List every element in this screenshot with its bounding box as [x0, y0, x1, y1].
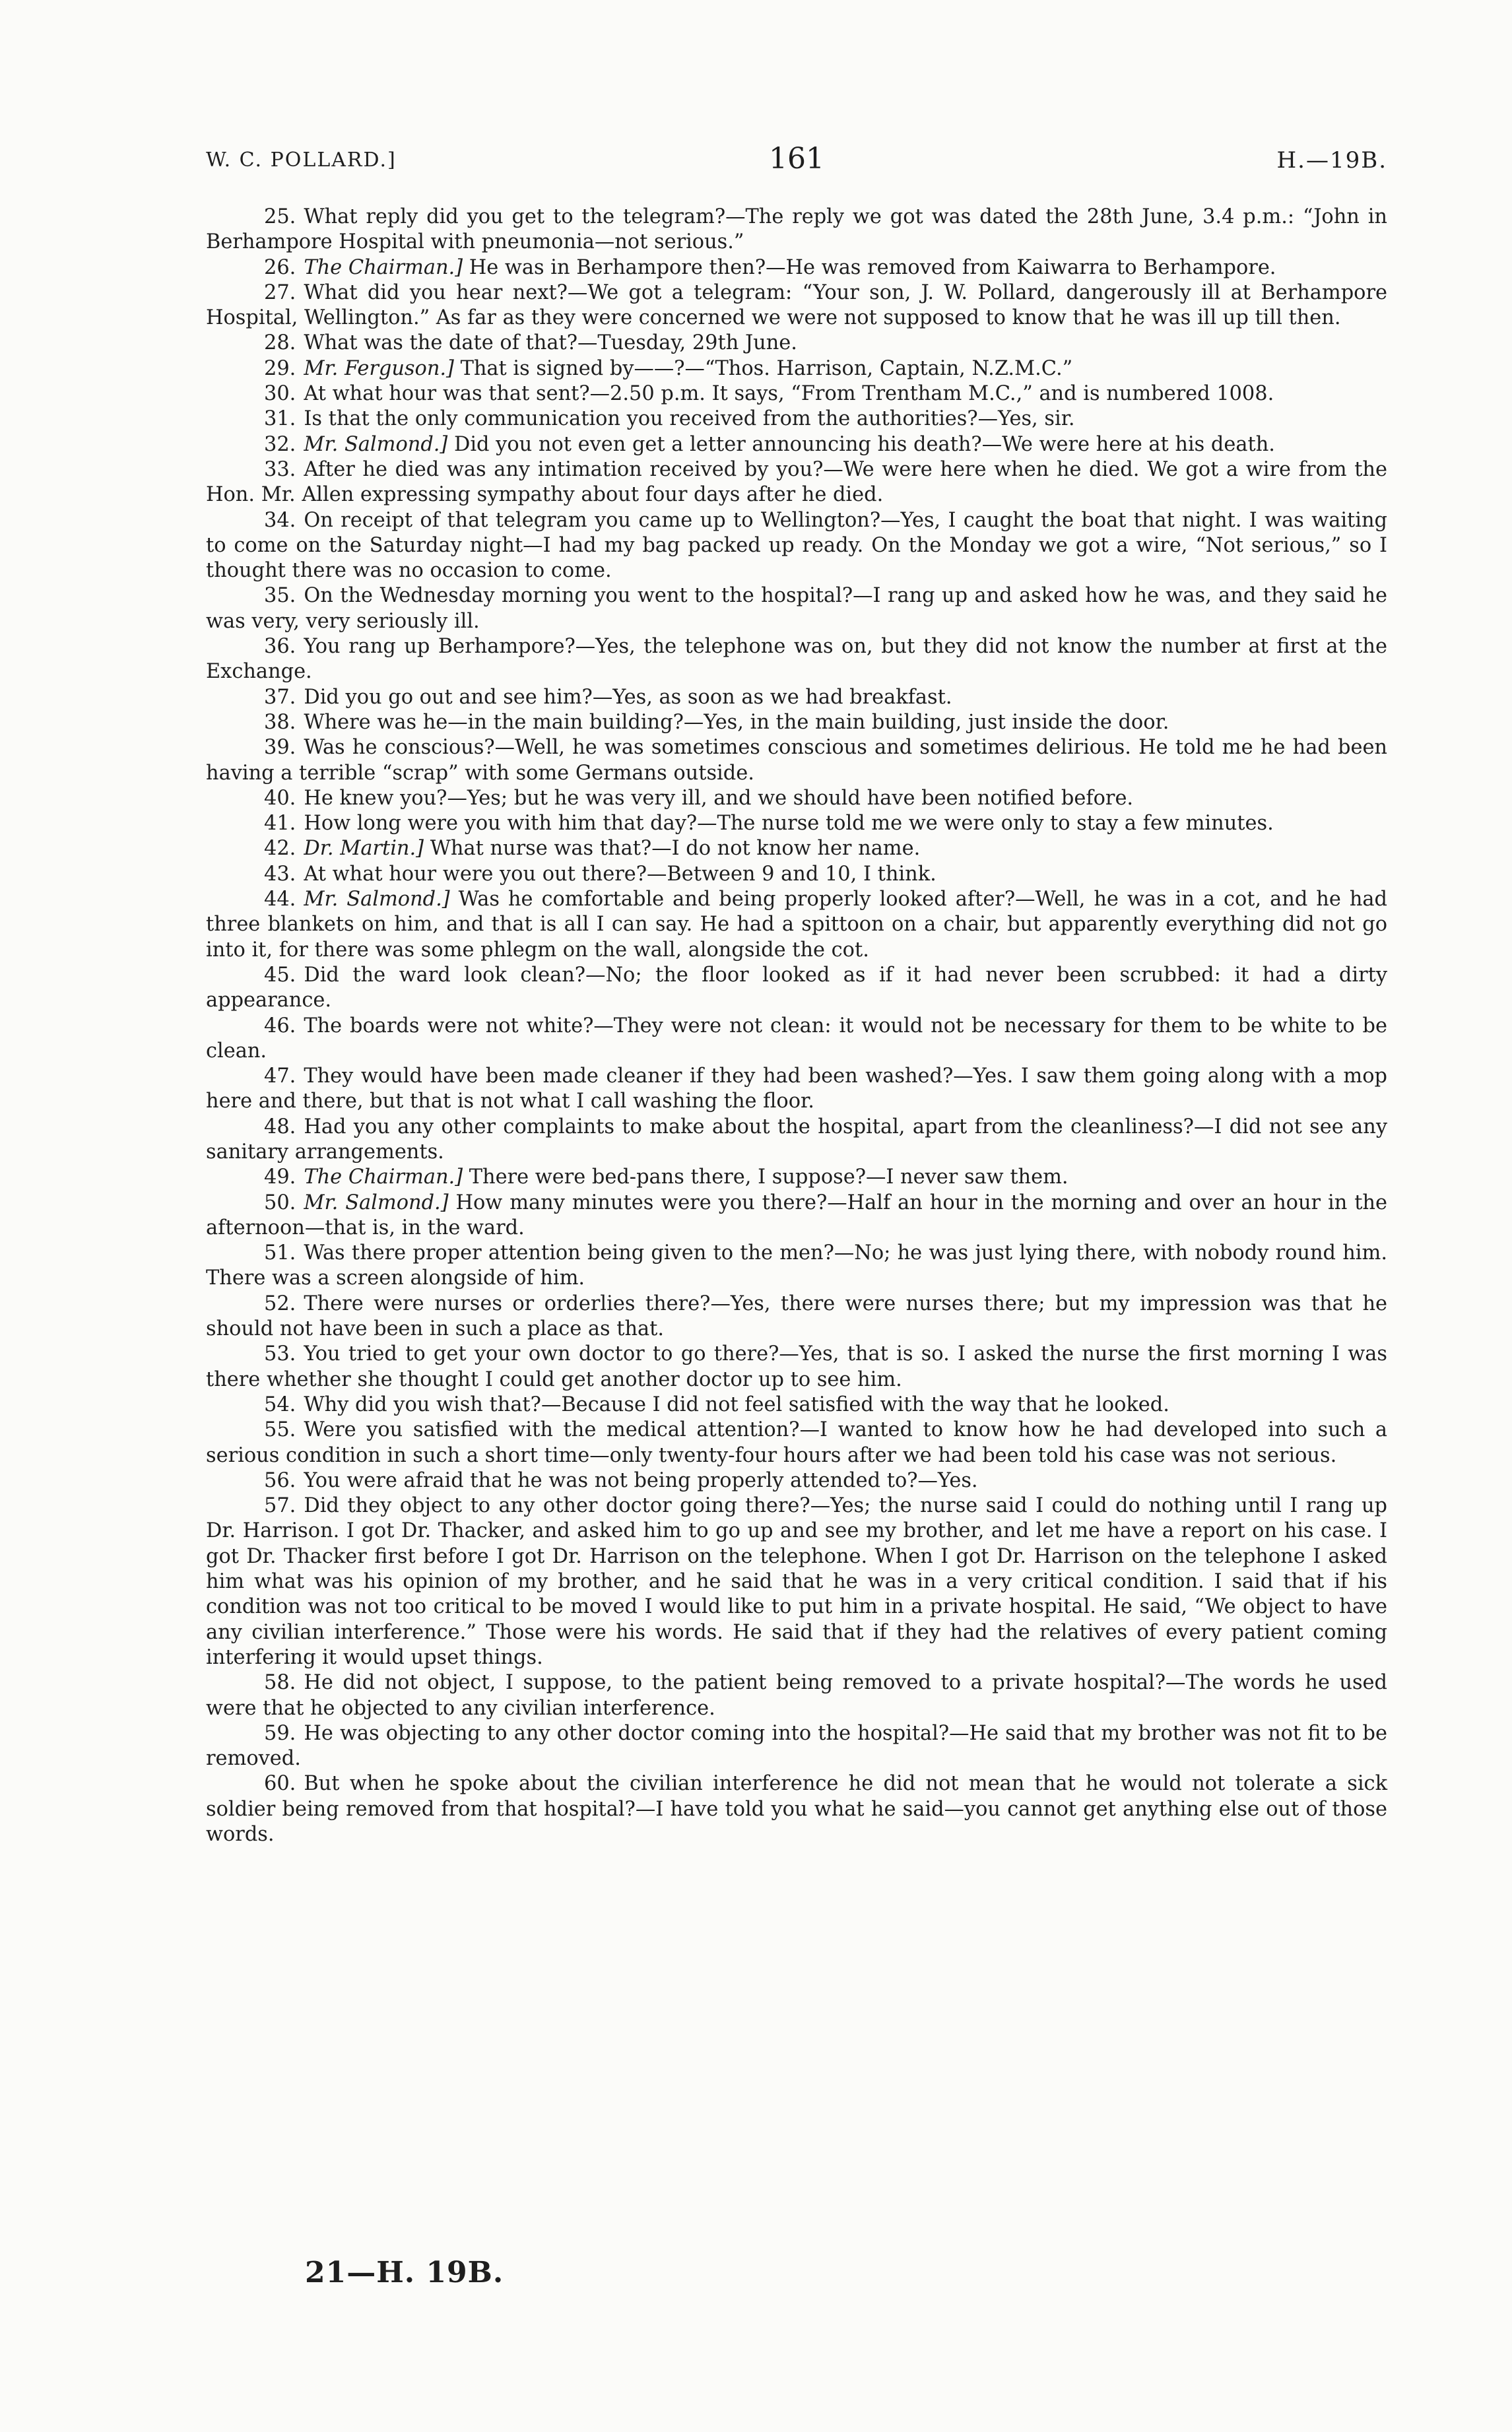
evidence-paragraph — [206, 887, 1387, 963]
question-number: 32. — [264, 432, 296, 456]
evidence-paragraph — [206, 381, 1387, 407]
question-answer-text: After he died was any intimation received by you?—We were here when he died. We got a wire from the Hon. Mr. Allen expressing sympathy about four days after he died. — [206, 457, 1387, 507]
question-number: 53. — [264, 1342, 296, 1366]
evidence-paragraph — [206, 331, 1387, 356]
evidence-paragraph — [206, 1115, 1387, 1166]
question-number: 47. — [264, 1065, 296, 1088]
evidence-paragraph — [206, 457, 1387, 508]
question-number: 26. — [264, 255, 296, 279]
question-answer-text: He did not object, I suppose, to the patient being removed to a private hospital?—The words he used were that he objected to any civilian interference. — [206, 1671, 1387, 1720]
question-answer-text: You were afraid that he was not being properly attended to?—Yes. — [304, 1468, 978, 1492]
question-answer-text: On the Wednesday morning you went to the hospital?—I rang up and asked how he was, and they said he was very, very seriously ill. — [206, 584, 1387, 633]
evidence-paragraph — [206, 1418, 1387, 1468]
question-number: 56. — [264, 1468, 296, 1492]
question-answer-text: What did you hear next?—We got a telegram: “Your son, J. W. Pollard, dangerously ill at Berhampore Hospital, Wellington.” As far as they were concerned we were not supposed to know that he was ill up till then. — [206, 280, 1387, 330]
evidence-paragraph — [206, 1292, 1387, 1342]
question-answer-text: What reply did you get to the telegram?—The reply we got was dated the 28th June, 3.4 p.m.: “John in Berhampore Hospital with pneumonia—not serious.” — [206, 205, 1387, 254]
page-header — [206, 142, 1387, 181]
question-answer-text: Was he comfortable and being properly looked after?—Well, he was in a cot, and he had three blankets on him, and that is all I can say. He had a spittoon on a chair, but apparently everything did not go into it, for there was some phlegm on the wall, alongside the cot. — [206, 888, 1387, 962]
question-number: 40. — [264, 786, 296, 810]
question-number: 38. — [264, 710, 296, 734]
question-number: 46. — [264, 1014, 296, 1037]
question-number: 33. — [264, 457, 296, 481]
evidence-paragraph — [206, 710, 1387, 735]
speaker-label: Mr. Salmond.] — [304, 1191, 449, 1214]
question-number: 41. — [264, 812, 296, 836]
question-number: 49. — [264, 1166, 296, 1189]
evidence-paragraph — [206, 862, 1387, 887]
evidence-paragraph — [206, 1165, 1387, 1190]
question-answer-text: There were nurses or orderlies there?—Yes, there were nurses there; but my impression was that he should not have been in such a place as that. — [206, 1292, 1387, 1341]
question-answer-text: Did the ward look clean?—No; the floor looked as if it had never been scrubbed: it had a dirty appearance. — [206, 963, 1387, 1012]
evidence-paragraph — [206, 634, 1387, 685]
evidence-paragraph — [206, 1191, 1387, 1241]
question-answer-text: Did you not even get a letter announcing his death?—We were here at his death. — [453, 432, 1275, 456]
question-answer-text: Were you satisfied with the medical attention?—I wanted to know how he had developed into such a serious condition in such a short time—only twenty-four hours after we had been told his case was not serious. — [206, 1418, 1387, 1467]
question-answer-text: On receipt of that telegram you came up to Wellington?—Yes, I caught the boat that night. I was waiting to come on the Saturday night—I had my bag packed up ready. On the Monday we got a wire, “Not serious,” so I thought there was no occasion to come. — [206, 508, 1387, 583]
question-number: 36. — [264, 635, 296, 659]
evidence-paragraph — [206, 1771, 1387, 1847]
question-number: 34. — [264, 508, 296, 532]
evidence-paragraph — [206, 356, 1387, 381]
question-answer-text: Why did you wish that?—Because I did not feel satisfied with the way that he looked. — [304, 1393, 1169, 1416]
speaker-label: Mr. Salmond.] — [304, 432, 448, 456]
question-number: 35. — [264, 584, 296, 608]
question-answer-text: That is signed by——?—“Thos. Harrison, Captain, N.Z.M.C.” — [460, 356, 1073, 380]
question-answer-text: Where was he—in the main building?—Yes, in the main building, just inside the door. — [304, 710, 1169, 734]
question-number: 45. — [264, 963, 296, 987]
evidence-paragraph — [206, 1494, 1387, 1670]
page-number: 161 — [769, 142, 824, 176]
evidence-paragraph — [206, 1342, 1387, 1393]
question-number: 39. — [264, 736, 296, 760]
evidence-paragraph — [206, 963, 1387, 1014]
question-number: 29. — [264, 356, 296, 380]
speaker-label: Mr. Ferguson.] — [304, 356, 454, 380]
evidence-paragraph — [206, 786, 1387, 811]
evidence-paragraph — [206, 255, 1387, 280]
question-answer-text: Was there proper attention being given to the men?—No; he was just lying there, with nobody round him. There was a screen alongside of him. — [206, 1241, 1387, 1290]
evidence-paragraph — [206, 1670, 1387, 1721]
evidence-paragraph — [206, 1241, 1387, 1292]
question-answer-text: Is that the only communication you received from the authorities?—Yes, sir. — [304, 407, 1075, 431]
speaker-label: Mr. Salmond.] — [304, 888, 450, 911]
header-paper-reference: H.—19B. — [1276, 147, 1387, 174]
evidence-paragraph — [206, 735, 1387, 786]
question-number: 58. — [264, 1671, 296, 1695]
evidence-text — [206, 205, 1387, 1847]
evidence-paragraph — [206, 407, 1387, 432]
question-number: 44. — [264, 888, 296, 911]
header-witness-name: W. C. POLLARD.] — [206, 148, 397, 172]
printer-signature: 21—H. 19B. — [305, 2256, 504, 2289]
question-number: 31. — [264, 407, 296, 431]
question-answer-text: How many minutes were you there?—Half an hour in the morning and over an hour in the afternoon—that is, in the ward. — [206, 1191, 1387, 1239]
evidence-paragraph — [206, 811, 1387, 836]
question-answer-text: Had you any other complaints to make about the hospital, apart from the cleanliness?—I did not see any sanitary arrangements. — [206, 1115, 1387, 1164]
evidence-paragraph — [206, 1014, 1387, 1065]
question-answer-text: There were bed-pans there, I suppose?—I never saw them. — [469, 1166, 1068, 1189]
evidence-paragraph — [206, 1721, 1387, 1772]
speaker-label: The Chairman.] — [304, 1166, 463, 1189]
question-number: 27. — [264, 280, 296, 304]
evidence-paragraph — [206, 685, 1387, 710]
evidence-paragraph — [206, 836, 1387, 861]
speaker-label: Dr. Martin.] — [304, 837, 424, 861]
question-number: 51. — [264, 1241, 296, 1265]
question-number: 42. — [264, 837, 296, 861]
question-number: 55. — [264, 1418, 296, 1442]
question-number: 52. — [264, 1292, 296, 1315]
question-number: 54. — [264, 1393, 296, 1416]
question-answer-text: How long were you with him that day?—The nurse told me we were only to stay a few minutes. — [304, 812, 1274, 836]
question-number: 48. — [264, 1115, 296, 1138]
question-answer-text: He was in Berhampore then?—He was removed from Kaiwarra to Berhampore. — [469, 255, 1276, 279]
question-answer-text: He was objecting to any other doctor coming into the hospital?—He said that my brother was not fit to be removed. — [206, 1721, 1387, 1771]
question-answer-text: At what hour was that sent?—2.50 p.m. It says, “From Trentham M.C.,” and is numbered 1008. — [304, 382, 1274, 406]
question-answer-text: What was the date of that?—Tuesday, 29th June. — [304, 331, 797, 355]
evidence-paragraph — [206, 432, 1387, 457]
question-answer-text: But when he spoke about the civilian interference he did not mean that he would not tolerate a sick soldier being removed from that hospital?—I have told you what he said—you cannot get anything else out of those words. — [206, 1772, 1387, 1846]
question-number: 57. — [264, 1494, 296, 1518]
question-number: 60. — [264, 1772, 296, 1796]
question-answer-text: He knew you?—Yes; but he was very ill, and we should have been notified before. — [304, 786, 1134, 810]
question-answer-text: They would have been made cleaner if they had been washed?—Yes. I saw them going along with a mop here and there, but that is not what I call washing the floor. — [206, 1065, 1387, 1113]
speaker-label: The Chairman.] — [304, 255, 463, 279]
question-number: 28. — [264, 331, 296, 355]
evidence-paragraph — [206, 205, 1387, 255]
question-number: 25. — [264, 205, 296, 228]
question-answer-text: At what hour were you out there?—Between 9 and 10, I think. — [304, 862, 937, 886]
question-number: 50. — [264, 1191, 296, 1214]
question-number: 37. — [264, 685, 296, 709]
evidence-paragraph — [206, 1064, 1387, 1115]
question-number: 59. — [264, 1721, 296, 1745]
evidence-paragraph — [206, 1468, 1387, 1494]
evidence-paragraph — [206, 280, 1387, 331]
question-number: 43. — [264, 862, 296, 886]
question-answer-text: The boards were not white?—They were not clean: it would not be necessary for them to be white to be clean. — [206, 1014, 1387, 1063]
question-answer-text: Did you go out and see him?—Yes, as soon as we had breakfast. — [304, 685, 952, 709]
question-answer-text: What nurse was that?—I do not know her name. — [430, 837, 921, 861]
question-answer-text: Was he conscious?—Well, he was sometimes conscious and sometimes delirious. He told me he had been having a terrible “scrap” with some Germans outside. — [206, 736, 1387, 785]
question-answer-text: You rang up Berhampore?—Yes, the telephone was on, but they did not know the number at first at the Exchange. — [206, 635, 1387, 684]
evidence-paragraph — [206, 508, 1387, 584]
evidence-paragraph — [206, 1393, 1387, 1418]
question-answer-text: Did they object to any other doctor going there?—Yes; the nurse said I could do nothing until I rang up Dr. Harrison. I got Dr. Thacker, and asked him to go up and see my brother, and let me have a report on his case. I got Dr. Thacker first before I got Dr. Harrison on the telephone. When I got Dr. Harrison on the telephone I asked him what was his opinion of my brother, and he said that he was in a very critical condition. I said that if his condition was not too critical to be moved I would like to put him in a private hospital. He said, “We object to have any civilian interference.” Those were his words. He said that if they had the relatives of every patient coming interfering it would upset things. — [206, 1494, 1387, 1669]
question-answer-text: You tried to get your own doctor to go there?—Yes, that is so. I asked the nurse the first morning I was there whether she thought I could get another doctor up to see him. — [206, 1342, 1387, 1391]
evidence-paragraph — [206, 583, 1387, 634]
question-number: 30. — [264, 382, 296, 406]
